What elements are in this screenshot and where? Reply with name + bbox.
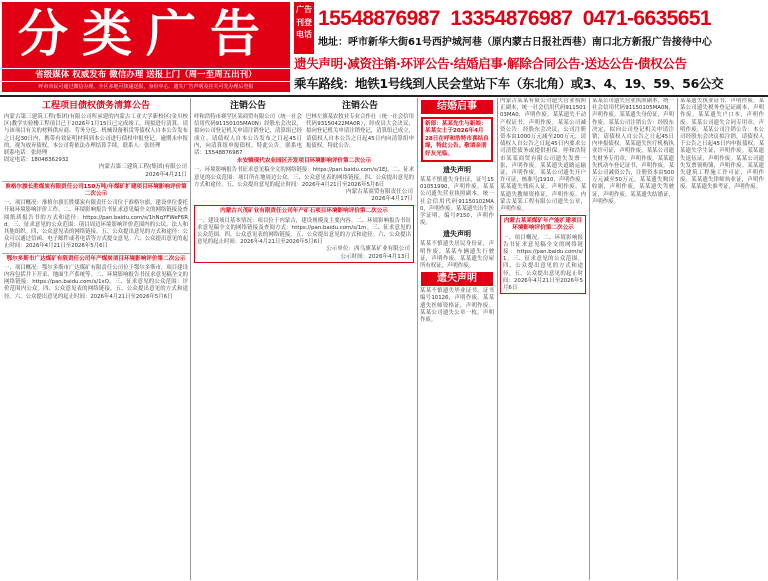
address-text: 呼市新华大街61号西护城河巷（原内蒙古日报社西巷）南口北方新报广告接待中心 <box>348 37 712 48</box>
wedding-banner: 结婚启事 <box>421 100 493 114</box>
wedding-box <box>421 117 493 162</box>
notice-body: 呼和浩特市赛罕区某商贸有限公司（统一社会信用代码91150105MA0N）经股东会决议，拟向公司登记机关申请注销登记，清算组已经成立。请债权人自本公告发布之日起45日内，向清算组申报债权。特此公告。联系电话：15548876987 <box>194 114 302 157</box>
slogan: 省级媒体 权威发布 微信办理 送报上门（周一至周五出刊） <box>2 69 290 81</box>
notice-signature: 内蒙古第三建筑工程(集团)有限公司 <box>98 164 187 171</box>
column-6 <box>678 98 766 580</box>
divider <box>2 181 190 182</box>
column-1 <box>2 98 190 580</box>
notice-body: 内蒙古某某有限公司遗失营业执照正副本，统一社会信用代码91150103MA0，声明作废。某某遗失不动产权证书，声明作废。某某公司减资公告：经股东会决议，公司注册资本由1000万元减至200万元，请债权人自公告之日起45日内要求公司清偿债务或提供担保。呼和浩特市某某商贸有限公司遗失发票一张，声明作废。某某遗失道路运输证，声明作废。某某公司遗失开户许可证，核准号J1910，声明作废。某某遗失残疾人证，声明作废。某某遗失教师资格证，声明作废。内蒙古某某工程有限公司遗失公章，声明作废。 <box>500 98 586 213</box>
notice-body: 一、环境影响报告书征求意见稿全文的网络链接：https://pan.baidu.com/s/1EJ。二、征求意见的公众范围：项目所在地周边公众。三、公众意见表的网络链接。四、公众提出意见的方式和途径。五、公众提出意见的起止时间：2026年4月21日至2026年5月6日 <box>194 167 414 188</box>
notice-body: 某某遗失执业证书，声明作废。某某公司遗失税务登记证副本，声明作废。某某遗失户口本，声明作废。某某公司遗失合同专用章，声明作废。某某公司注销公告：本公司经股东会决议拟注销，请债权人于公告之日起45日内申报债权。某某遗失学生证，声明作废。某某遗失退伍证，声明作废。某某公司遗失发票领购簿，声明作废。某某遗失建筑工程施工许可证，声明作废。某某遗失律师执业证，声明作废。某某遗失准考证，声明作废。 <box>680 98 764 191</box>
notice-title: 注销公告 <box>229 101 266 111</box>
wedding-body: 新郎：某某先生与新娘：某某女士于2026年4月28日在呼和浩特市喜结良缘，特此公告。敬请亲朋好友光临。 <box>423 119 491 160</box>
notice-signature: 公示单位：西乌旗某矿业有限公司 <box>326 246 410 253</box>
notice-box <box>194 205 414 262</box>
notice-title: 永安镇现代农业园区开发项目环境影响评价第二次公示 <box>236 158 372 165</box>
address-line <box>318 36 766 50</box>
bus-route-line: 乘车路线：地铁1号线到人民会堂站下车（东北角）或3、4、19、59、56公交 <box>294 76 724 91</box>
notice-date: 公示时间：2026年4月13日 <box>340 253 410 260</box>
notice-body: 一、项目概况。二、环境影响报告书征求意见稿全文的网络链接：https://pan.baidu.com/s/1。三、征求意见的公众范围。四、公众提出意见的方式和途径。五、公众提出意见的起止时间：2026年4月21日至2026年5月6日 <box>503 234 583 292</box>
column-divider <box>190 98 191 580</box>
notice-title: 内蒙古某某煤矿年产能扩建项目环境影响评价第二次公示 <box>503 218 583 232</box>
column-2 <box>192 98 416 580</box>
notice-title: 工程项目债权债务清算公告 <box>41 101 150 111</box>
services-line: 遗失声明·减资注销·环评公告·结婚启事·解除合同公告·送达公告·债权公告 <box>294 56 687 71</box>
lost-notice-banner: 遗失声明 <box>421 272 493 286</box>
notice-date: 2026年4月17日 <box>371 196 413 203</box>
notice-body: 某某不慎遗失身份证，证号1501051990，声明作废。某某公司遗失营业执照副本，统一社会信用代码91150102MA0，声明作废。某某遗失出生医学证明，编号P150，声明作废。 <box>420 177 494 227</box>
phone-numbers <box>318 4 766 34</box>
phone-3: 0471-6635651 <box>582 7 711 30</box>
notice-signature: 内蒙古某商贸有限责任公司 <box>345 189 413 196</box>
notice-title: 遗失声明 <box>443 230 471 239</box>
notice-title: 鄂尔多斯市广达煤矿有限责任公司年产煤炭项目环境影响评价第二次公示 <box>6 255 186 262</box>
column-4 <box>498 98 588 580</box>
slogan-sub: 呼市市民可通过微信办理，全区多地可快递送报，身份中心、遗失广告声明及挂失可先办理后登报 <box>2 82 290 92</box>
notice-title: 注销公告 <box>341 101 378 111</box>
page-header <box>0 0 768 96</box>
notice-box <box>500 215 586 294</box>
notice-body: 一、建设项目基本情况：项目位于内蒙古，建设规模及主要内容。二、环境影响报告书征求意见稿全文的网络链接及查阅方式：https://pan.baidu.com/s/1m。三、征求意见的公众范围。四、公众意见表的网络链接。五、公众提出意见的方式和途径。六、公众提出意见的起止时间：2026年4月21日至2026年5月6日 <box>197 217 411 246</box>
phone-1: 15548876987 <box>318 7 440 30</box>
notice-date: 2026年4月21日 <box>145 171 187 178</box>
column-5 <box>590 98 676 580</box>
column-3 <box>418 98 496 580</box>
address-label: 地址： <box>318 37 348 48</box>
logo-text: 分类广告 <box>18 4 274 63</box>
notice-title: 内蒙古兴茂矿业有限责任公司年产矿石项目环境影响评价第二次公示 <box>220 208 388 215</box>
notice-title: 遗失声明 <box>443 166 471 175</box>
masthead-logo <box>2 2 290 68</box>
divider <box>2 253 190 254</box>
notice-body: 一、项目概况：准格尔旗长胜煤炭有限责任公司位于准格尔旗，建设单位委托开展环境影响评价工作。二、环境影响报告书征求意见稿全文的网络链接及查阅纸质报告书的方式和途径：https://pan.baidu.com/s/1hNqYFWeF6Rd。三、征求意见的公众范围：项目周边环境影响评价范围内的公民、法人和其他组织。四、公众意见表的网络链接。五、公众提出意见的方式和途径：公众可以通过信函、电子邮件或者电话等方式提交意见。六、公众提出意见的起止时间：2026年4月21日至2026年5月6日 <box>4 200 188 250</box>
header-divider <box>0 95 768 97</box>
notice-body: 一、项目概况：鄂尔多斯市广达煤矿有限责任公司位于鄂尔多斯市，项目建设内容包括井下开采、地面生产系统等。二、环境影响报告书征求意见稿全文的网络链接：https://pan.baidu.com/s/1xQ。三、征求意见的公众范围：评价范围内公众。四、公众意见表的网络链接。五、公众提出意见的方式和途径。六、公众提出意见的起止时间：2026年4月21日至2026年5月6日 <box>4 264 188 300</box>
notice-body: 巴林左旗某农牧业专业合作社（统一社会信用代码93150422MA0R），经成员大会决议，拟向登记机关申请注销登记，清算组已成立，请债权人自本公告之日起45日内向清算组申报债权。特此公告。 <box>306 114 414 149</box>
notice-body: 某某公司遗失营业执照副本，统一社会信用代码91150105MA0N，声明作废。某某遗失身份证，声明作废。某某公司注销公告：经股东决定，拟向公司登记机关申请注销，请债权人自公告之日起45日内申报债权。某某遗失医疗机构执业许可证，声明作废。某某公司遗失财务专用章，声明作废。某某遗失机动车登记证书，声明作废。某某公司减资公告，注册资本由500万元减至50万元。某某遗失购房收据，声明作废。某某遗失驾驶证，声明作废。某某遗失结婚证，声明作废。 <box>592 98 674 205</box>
phone-line: 固定电话：18048362932 <box>4 157 69 164</box>
notice-body: 某某不慎遗失居民身份证，声明作废。某某车辆遗失行驶证，声明作废。某某遗失房屋所有权证，声明作废。 <box>420 241 494 270</box>
contact-line: 联系电话：张经理 <box>4 150 48 157</box>
notice-title: 准格尔旗长胜煤炭有限责任公司150万吨/年煤矿扩建项目环境影响评价第二次公示 <box>5 183 187 198</box>
notice-body: 某某不慎遗失毕业证书，证书编号10126，声明作废。某某遗失医师资格证，声明作废。某某公司遗失公章一枚，声明作废。 <box>420 288 494 324</box>
notice-body: 内蒙古第三建筑工程(集团)有限公司所承建的内蒙古工业大学新校区(金川校区)教学实验楼工程项目已于2026年1月15日已完成竣工，现拟进行清算。请与该项目有关的材料供应商、劳务分包、机械设备租赁等债权人自本公告发布之日起30日内，携带有效证明材料到本公司进行债权申报登记。逾期未申报的，视为放弃债权，本公司将依法办理结算手续。联系人：张经理 <box>4 114 188 149</box>
phone-2: 13354876987 <box>450 7 573 30</box>
vertical-tag: 广告刊登电话 <box>294 2 314 54</box>
